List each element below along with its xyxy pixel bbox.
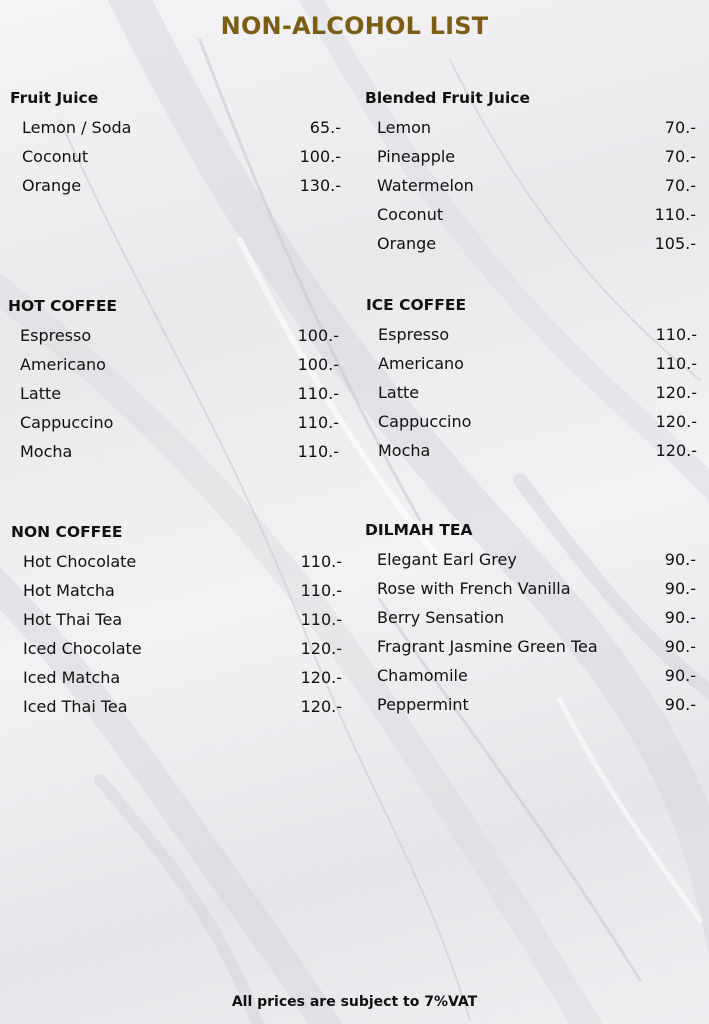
menu-item: [366, 378, 697, 407]
item-name: Americano: [378, 354, 464, 373]
item-price: 110.-: [300, 552, 342, 571]
item-price: 120.-: [655, 412, 697, 431]
section-title: NON COFFEE: [11, 523, 123, 541]
menu-item: [11, 576, 342, 605]
menu-item: [8, 437, 339, 466]
menu-item: [10, 142, 341, 171]
menu-item: [366, 320, 697, 349]
item-price: 120.-: [300, 639, 342, 658]
item-name: Coconut: [377, 205, 444, 224]
menu-item: [365, 142, 696, 171]
menu-item: [8, 408, 339, 437]
menu-item: [365, 574, 696, 603]
section-fruit-juice: [10, 84, 341, 200]
item-price: 90.-: [664, 637, 696, 656]
item-price: 120.-: [655, 441, 697, 460]
menu-item: [365, 171, 696, 200]
item-price: 120.-: [300, 697, 342, 716]
item-name: Lemon: [377, 118, 431, 137]
item-price: 100.-: [299, 147, 341, 166]
item-name: Chamomile: [377, 666, 468, 685]
item-price: 90.-: [664, 695, 696, 714]
item-name: Iced Matcha: [23, 668, 121, 687]
section-title: Fruit Juice: [10, 89, 99, 107]
item-name: Hot Matcha: [23, 581, 115, 600]
item-price: 70.-: [664, 147, 696, 166]
item-name: Watermelon: [377, 176, 474, 195]
item-name: Berry Sensation: [377, 608, 505, 627]
item-price: 110.-: [300, 610, 342, 629]
menu-item: [365, 545, 696, 574]
item-name: Mocha: [20, 442, 73, 461]
menu-item: [10, 113, 341, 142]
item-name: Orange: [377, 234, 437, 253]
section-title: ICE COFFEE: [366, 296, 467, 314]
item-price: 70.-: [664, 176, 696, 195]
page-title: NON-ALCOHOL LIST: [220, 12, 489, 40]
item-name: Latte: [378, 383, 420, 402]
section-title: HOT COFFEE: [8, 297, 118, 315]
menu-item: [10, 171, 341, 200]
menu-item: [11, 547, 342, 576]
item-name: Iced Chocolate: [23, 639, 142, 658]
item-name: Peppermint: [377, 695, 469, 714]
item-name: Americano: [20, 355, 106, 374]
item-price: 100.-: [297, 326, 339, 345]
menu-item: [8, 321, 339, 350]
item-price: 70.-: [664, 118, 696, 137]
item-name: Rose with French Vanilla: [377, 579, 571, 598]
item-name: Espresso: [378, 325, 450, 344]
menu-item: [365, 200, 696, 229]
section-hot-coffee: [8, 292, 339, 466]
menu-item: [365, 690, 696, 719]
menu-item: [11, 605, 342, 634]
item-price: 110.-: [297, 442, 339, 461]
item-name: Orange: [22, 176, 82, 195]
item-name: Cappuccino: [20, 413, 114, 432]
menu-item: [11, 634, 342, 663]
item-price: 105.-: [654, 234, 696, 253]
item-price: 110.-: [297, 413, 339, 432]
section-dilmah-tea: [365, 516, 696, 719]
vat-footer-note: All prices are subject to 7%VAT: [231, 994, 478, 1010]
section-title: Blended Fruit Juice: [365, 89, 530, 107]
item-price: 90.-: [664, 579, 696, 598]
item-name: Pineapple: [377, 147, 456, 166]
section-blended-fruit-juice: [365, 84, 696, 258]
item-name: Mocha: [378, 441, 431, 460]
item-name: Hot Chocolate: [23, 552, 137, 571]
item-price: 120.-: [300, 668, 342, 687]
item-price: 110.-: [297, 384, 339, 403]
menu-item: [11, 663, 342, 692]
item-name: Latte: [20, 384, 62, 403]
item-price: 90.-: [664, 550, 696, 569]
menu-item: [365, 229, 696, 258]
item-name: Coconut: [22, 147, 89, 166]
item-price: 110.-: [654, 205, 696, 224]
menu-item: [365, 661, 696, 690]
section-title: DILMAH TEA: [365, 521, 473, 539]
menu-item: [8, 350, 339, 379]
item-price: 110.-: [655, 354, 697, 373]
item-name: Espresso: [20, 326, 92, 345]
item-price: 120.-: [655, 383, 697, 402]
menu-item: [366, 436, 697, 465]
item-price: 110.-: [655, 325, 697, 344]
menu-item: [366, 349, 697, 378]
item-name: Fragrant Jasmine Green Tea: [377, 637, 598, 656]
item-name: Elegant Earl Grey: [377, 550, 517, 569]
item-price: 130.-: [299, 176, 341, 195]
menu-item: [365, 632, 696, 661]
menu-item: [8, 379, 339, 408]
item-name: Cappuccino: [378, 412, 472, 431]
item-name: Iced Thai Tea: [23, 697, 128, 716]
item-name: Hot Thai Tea: [23, 610, 123, 629]
section-non-coffee: [11, 518, 342, 721]
item-price: 90.-: [664, 666, 696, 685]
item-price: 110.-: [300, 581, 342, 600]
menu-item: [11, 692, 342, 721]
menu-item: [365, 113, 696, 142]
item-name: Lemon / Soda: [22, 118, 132, 137]
section-ice-coffee: [366, 291, 697, 465]
menu-item: [366, 407, 697, 436]
item-price: 90.-: [664, 608, 696, 627]
menu-item: [365, 603, 696, 632]
item-price: 100.-: [297, 355, 339, 374]
item-price: 65.-: [309, 118, 341, 137]
